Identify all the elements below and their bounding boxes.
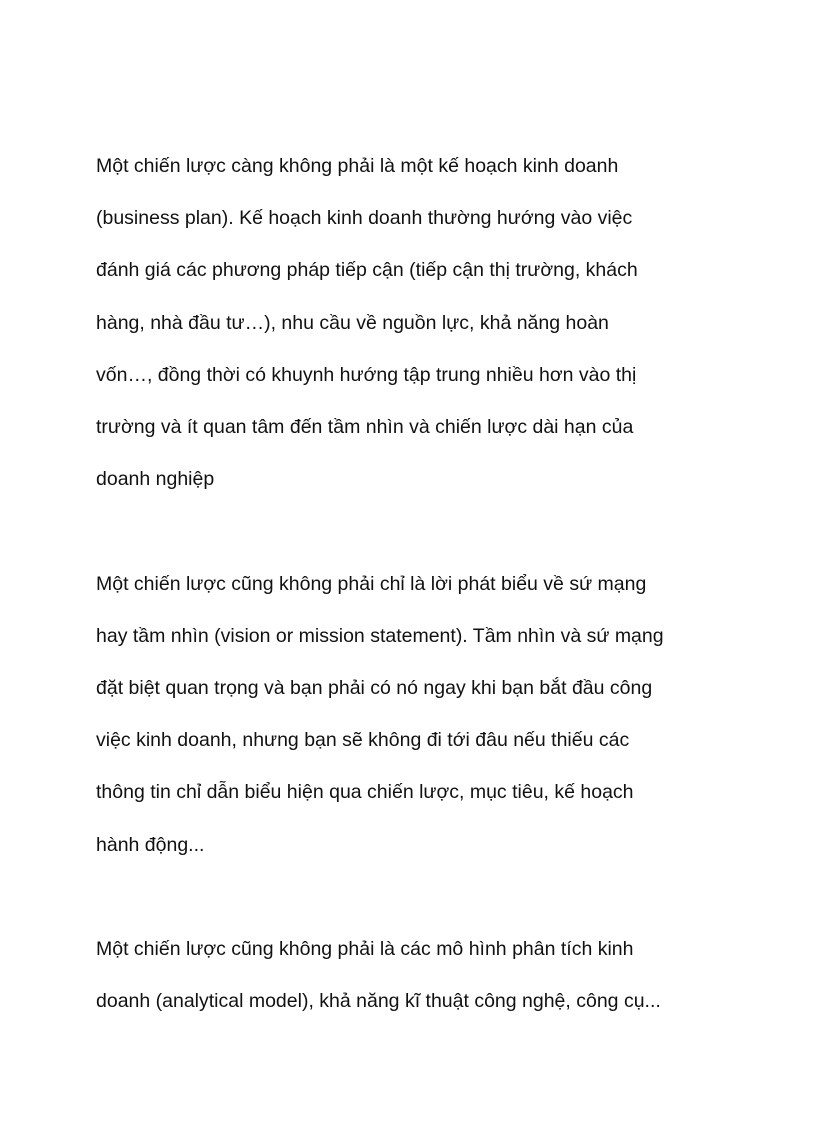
paragraph-spacer [96, 505, 736, 557]
text-line: doanh nghiệp [96, 468, 215, 491]
text-line: trường và ít quan tâm đến tầm nhìn và chiến lược dài hạn của [96, 416, 634, 439]
text-line: Một chiến lược cũng không phải chỉ là lời phát biểu về sứ mạng [96, 572, 647, 595]
text-line: đánh giá các phương pháp tiếp cận (tiếp cận thị trường, khách [96, 259, 638, 282]
text-line: (business plan). Kế hoạch kinh doanh thường hướng vào việc [96, 207, 633, 230]
text-line: hàng, nhà đầu tư…), nhu cầu về nguồn lực, khả năng hoàn [96, 311, 609, 334]
text-line: đặt biệt quan trọng và bạn phải có nó ngay khi bạn bắt đầu công [96, 677, 653, 700]
text-line: hay tầm nhìn (vision or mission statement). Tầm nhìn và sứ mạng [96, 624, 664, 647]
text-line: việc kinh doanh, nhưng bạn sẽ không đi tới đâu nếu thiếu các [96, 729, 630, 752]
text-line: Một chiến lược càng không phải là một kế hoạch kinh doanh [96, 155, 619, 177]
document-body [96, 140, 736, 1027]
text-line: doanh (analytical model), khả năng kĩ thuật công nghệ, công cụ... [96, 990, 661, 1013]
paragraph-spacer [96, 871, 736, 923]
text-line: hành động... [96, 833, 205, 856]
paragraph-analytical-model [96, 923, 736, 1027]
text-line: thông tin chỉ dẫn biểu hiện qua chiến lược, mục tiêu, kế hoạch [96, 781, 634, 804]
paragraph-business-plan [96, 140, 736, 505]
text-line: vốn…, đồng thời có khuynh hướng tập trung nhiều hơn vào thị [96, 363, 637, 386]
paragraph-vision-mission [96, 558, 736, 871]
text-line: Một chiến lược cũng không phải là các mô hình phân tích kinh [96, 938, 634, 961]
